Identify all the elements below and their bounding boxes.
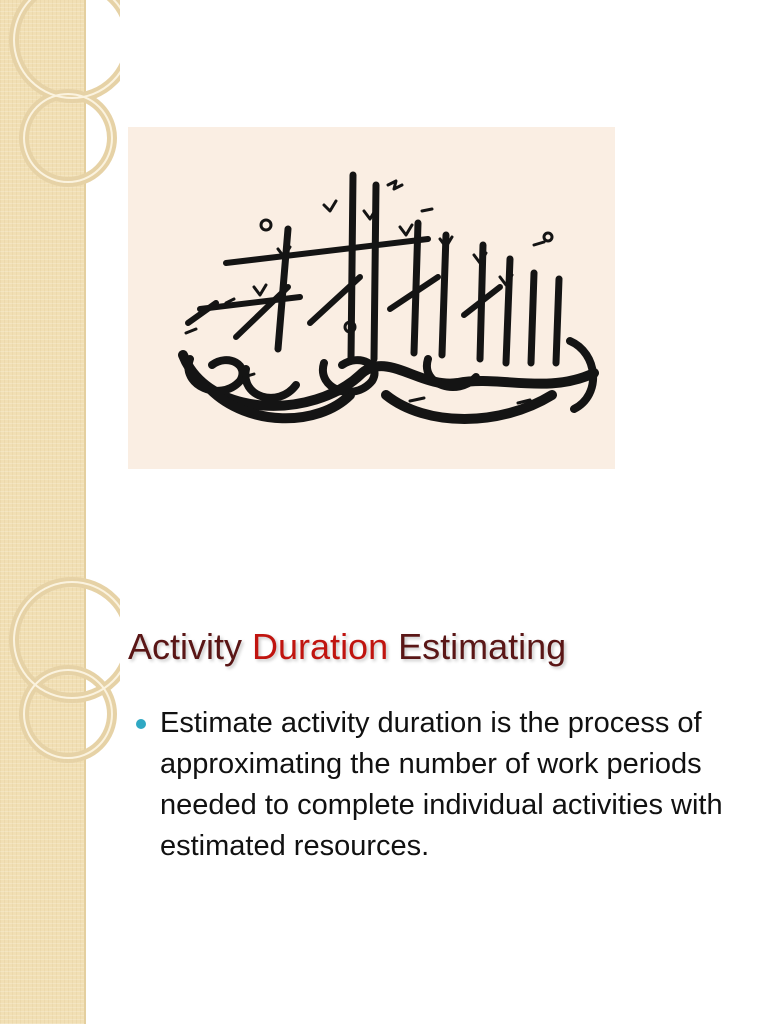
bismillah-calligraphy-image (128, 127, 615, 469)
calligraphy-artwork (128, 127, 615, 469)
slide-title (128, 626, 566, 668)
bullet-list (136, 703, 736, 867)
title-part-activity: Activity (128, 626, 243, 667)
title-part-estimating: Estimating (398, 626, 567, 667)
bullet-item (136, 703, 736, 867)
decorative-ring-1 (14, 0, 120, 98)
decorative-circles (0, 0, 120, 1024)
bullet-text: Estimate activity duration is the process of approximating the number of work periods needed to complete individual activities with estimated resources. (160, 707, 723, 862)
bullet-dot-icon (136, 719, 146, 729)
title-accent-duration: Duration (252, 626, 389, 667)
